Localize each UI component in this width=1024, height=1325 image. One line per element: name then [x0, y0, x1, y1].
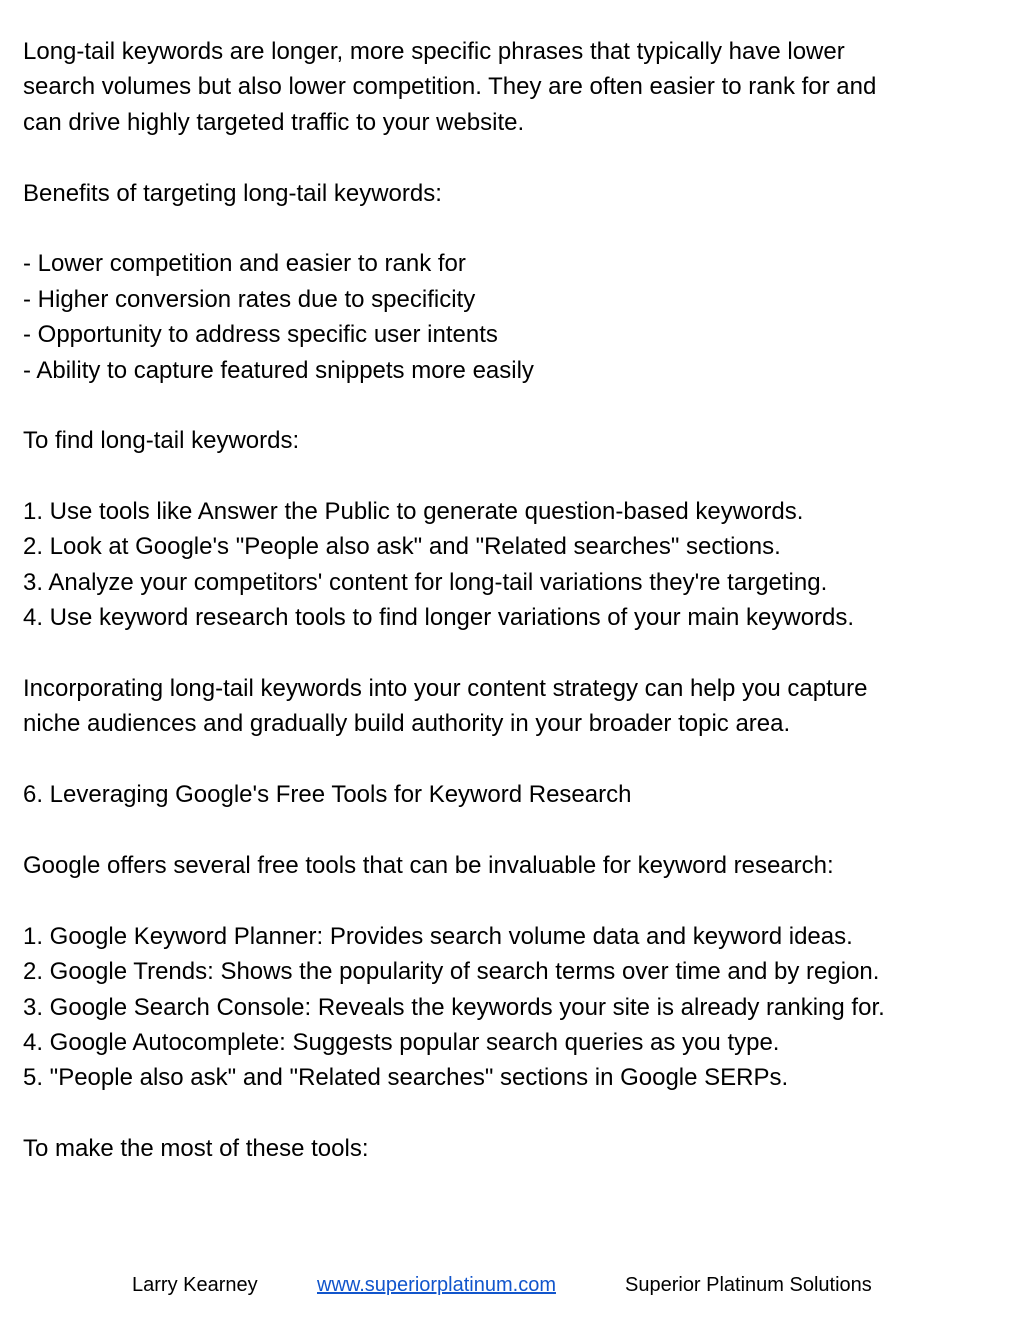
spacer — [23, 140, 1008, 175]
closing-line: To make the most of these tools: — [23, 1135, 369, 1163]
page-footer — [0, 1270, 1024, 1300]
google-tool-item: 1. Google Keyword Planner: Provides search volume data and keyword ideas. — [23, 922, 853, 950]
find-step: 4. Use keyword research tools to find longer variations of your main keywords. — [23, 604, 855, 632]
google-tool-item: 2. Google Trends: Shows the popularity of search terms over time and by region. — [23, 958, 880, 986]
find-step: 3. Analyze your competitors' content for long-tail variations they're targeting. — [23, 568, 828, 596]
spacer — [23, 742, 1008, 777]
benefit-item: - Higher conversion rates due to specificity — [23, 285, 476, 313]
spacer — [23, 883, 1008, 918]
footer-author: Larry Kearney — [132, 1274, 258, 1296]
intro-line: search volumes but also lower competition. They are often easier to rank for and — [23, 73, 877, 101]
benefit-item: - Ability to capture featured snippets more easily — [23, 356, 534, 384]
find-step: 1. Use tools like Answer the Public to generate question-based keywords. — [23, 498, 804, 526]
benefit-item: - Opportunity to address specific user intents — [23, 321, 498, 349]
intro-line: can drive highly targeted traffic to your website. — [23, 108, 525, 136]
footer-website-link[interactable]: www.superiorplatinum.com — [317, 1274, 556, 1296]
spacer — [23, 211, 1008, 246]
google-intro: Google offers several free tools that can be invaluable for keyword research: — [23, 851, 834, 879]
footer-company: Superior Platinum Solutions — [625, 1274, 872, 1296]
section-heading: 6. Leveraging Google's Free Tools for Keyword Research — [23, 781, 632, 809]
document-body — [23, 34, 1008, 1167]
spacer — [23, 459, 1008, 494]
find-step: 2. Look at Google's "People also ask" and "Related searches" sections. — [23, 533, 781, 561]
google-tool-item: 5. "People also ask" and "Related searches" sections in Google SERPs. — [23, 1064, 789, 1092]
benefits-heading: Benefits of targeting long-tail keywords: — [23, 179, 442, 207]
spacer — [23, 636, 1008, 671]
spacer — [23, 388, 1008, 423]
spacer — [23, 813, 1008, 848]
benefit-item: - Lower competition and easier to rank for — [23, 250, 466, 278]
incorporating-line: Incorporating long-tail keywords into your content strategy can help you capture — [23, 675, 868, 703]
google-tool-item: 4. Google Autocomplete: Suggests popular search queries as you type. — [23, 1028, 780, 1056]
incorporating-line: niche audiences and gradually build authority in your broader topic area. — [23, 710, 791, 738]
intro-line: Long-tail keywords are longer, more specific phrases that typically have lower — [23, 38, 845, 65]
google-tool-item: 3. Google Search Console: Reveals the keywords your site is already ranking for. — [23, 993, 885, 1021]
find-heading: To find long-tail keywords: — [23, 427, 300, 455]
spacer — [23, 1096, 1008, 1131]
